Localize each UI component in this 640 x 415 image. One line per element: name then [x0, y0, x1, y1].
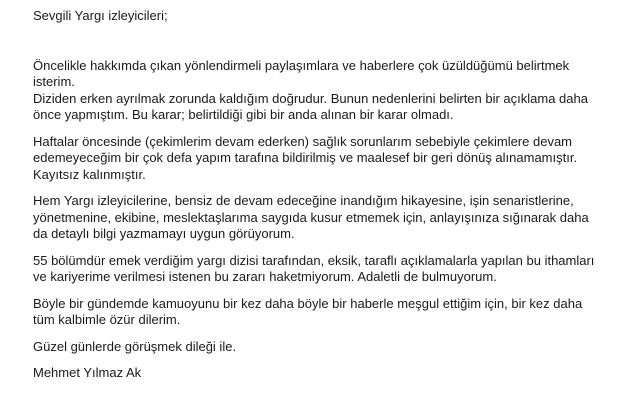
text-line: edemeyeceğim bir çok defa yapım tarafına bildirilmiş ve maalesef bir geri dönüş alınamamıştır.	[33, 150, 578, 165]
signature-block	[33, 365, 637, 382]
paragraph-respect	[33, 193, 637, 243]
text-line: Haftalar öncesinde (çekimlerim devam ederken) sağlık sorunlarım sebebiyle çekimlere devam	[33, 133, 572, 149]
closing-line: Güzel günlerde görüşmek dileği ile.	[33, 338, 237, 354]
greeting: Sevgili Yargı izleyicileri;	[33, 8, 168, 23]
text-line: tüm kalbimle özür dilerim.	[33, 312, 181, 327]
text-line: Öncelikle hakkımda çıkan yönlendirmeli paylaşımlara ve haberlere çok üzüldüğümü belirtmek	[33, 57, 570, 73]
text-line: yönetmenine, ekibine, meslektaşlarıma saygıda kusur etmemek için, anlayışınıza sığınarak daha	[33, 209, 589, 225]
paragraph-health	[33, 134, 637, 184]
text-line: 55 bölümdür emek verdiğim yargı dizisi tarafından, eksik, taraflı açıklamalarla yapılan bu ithamları	[33, 252, 595, 268]
signature-name: Mehmet Yılmaz Ak	[33, 365, 142, 380]
text-line: isterim.	[33, 74, 75, 89]
text-line: ve kariyerime verilmesi istenen bu zararı haketmiyorum. Adaletli de bulmuyorum.	[33, 269, 497, 284]
text-line: önce yapmıştım. Bu karar; belirtildiği gibi bir anda alınan bir karar olmadı.	[33, 107, 454, 122]
paragraph-apology	[33, 296, 637, 329]
text-line: da detaylı bilgi yazmamayı uygun görüyorum.	[33, 226, 295, 241]
text-line: Kayıtsız kalınmıştır.	[33, 166, 146, 182]
paragraph-closing	[33, 339, 637, 356]
paragraph-intro	[33, 58, 637, 124]
paragraph-accusations	[33, 253, 637, 286]
text-line: Böyle bir gündemde kamuoyunu bir kez daha böyle bir haberle meşgul ettiğim için, bir kez daha	[33, 295, 583, 311]
text-line: Diziden erken ayrılmak zorunda kaldığım doğrudur. Bunun nedenlerini belirten bir açıklama daha	[33, 90, 588, 106]
text-line: Hem Yargı izleyicilerine, bensiz de devam edeceğine inandığım hikayesine, işin senaristlerine,	[33, 193, 574, 208]
letter	[33, 8, 637, 382]
